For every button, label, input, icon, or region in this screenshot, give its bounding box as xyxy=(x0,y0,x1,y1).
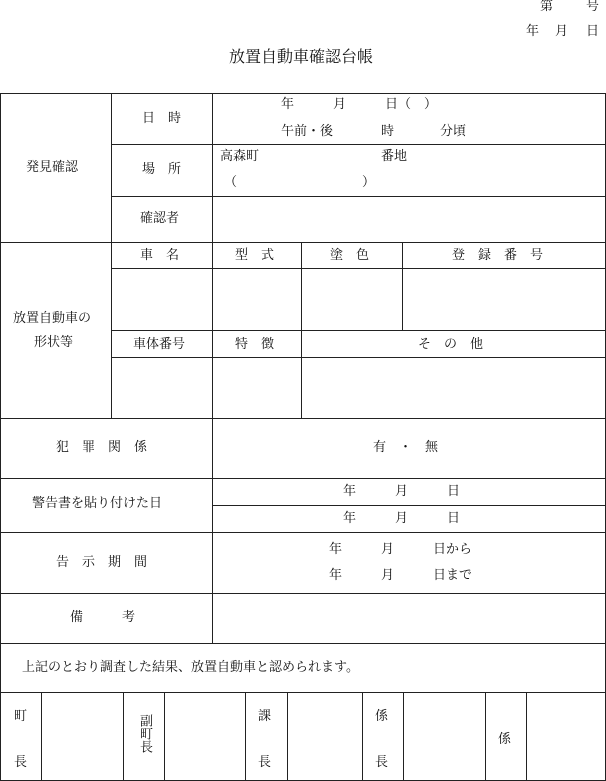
notice-to: 年 月 日まで xyxy=(329,568,473,583)
mayor-label-top: 町 xyxy=(14,709,28,724)
warning-date-1: 年 月 日 xyxy=(343,484,461,499)
place-banchi: 番地 xyxy=(381,149,408,164)
number-dai: 第 xyxy=(540,0,554,14)
vehicle-section-label-line1: 放置自動車の xyxy=(13,311,92,326)
section-chief-label-bottom: 長 xyxy=(258,755,272,770)
section-chief-label-top: 課 xyxy=(258,709,272,724)
unit-chief-label-bottom: 長 xyxy=(375,755,389,770)
staff-label: 係 xyxy=(498,732,512,747)
date-hi: 日 xyxy=(586,24,600,39)
date-nen: 年 xyxy=(526,24,540,39)
chassis-number-header: 車体番号 xyxy=(133,337,186,352)
remarks-label: 備 考 xyxy=(70,610,136,625)
statement-text: 上記のとおり調査した結果、放置自動車と認められます。 xyxy=(22,660,359,675)
notice-label: 告 示 期 間 xyxy=(56,555,148,570)
place-paren-close: ） xyxy=(362,175,376,190)
warning-label: 警告書を貼り付けた日 xyxy=(32,496,163,511)
crime-value: 有 ・ 無 xyxy=(373,440,439,455)
number-go: 号 xyxy=(586,0,600,14)
crime-label: 犯 罪 関 係 xyxy=(56,440,148,455)
mayor-label-bottom: 長 xyxy=(14,755,28,770)
place-paren-open: （ xyxy=(224,175,238,190)
confirmer-label: 確認者 xyxy=(140,211,180,226)
warning-date-2: 年 月 日 xyxy=(343,511,461,526)
notice-from: 年 月 日から xyxy=(329,542,473,557)
place-label: 場 所 xyxy=(142,162,182,177)
datetime-label: 日 時 xyxy=(142,111,182,126)
car-name-header: 車 名 xyxy=(140,248,180,263)
color-header: 塗 色 xyxy=(330,248,370,263)
features-header: 特 徴 xyxy=(235,337,275,352)
model-header: 型 式 xyxy=(235,248,275,263)
datetime-line1: 年 月 日（ ） xyxy=(281,97,438,112)
document-title: 放置自動車確認台帳 xyxy=(229,47,374,66)
place-town: 高森町 xyxy=(220,149,260,164)
vice-mayor-label: 副町長 xyxy=(137,714,152,753)
datetime-ampm: 午前・後 xyxy=(281,124,334,139)
registration-number-header: 登 録 番 号 xyxy=(452,248,544,263)
date-tsuki: 月 xyxy=(555,24,569,39)
datetime-hour: 時 xyxy=(381,124,395,139)
unit-chief-label-top: 係 xyxy=(375,709,389,724)
other-header: そ の 他 xyxy=(418,337,484,352)
vehicle-section-label-line2: 形状等 xyxy=(34,335,74,350)
datetime-minute: 分頃 xyxy=(440,124,467,139)
discovery-section-label: 発見確認 xyxy=(26,160,79,175)
